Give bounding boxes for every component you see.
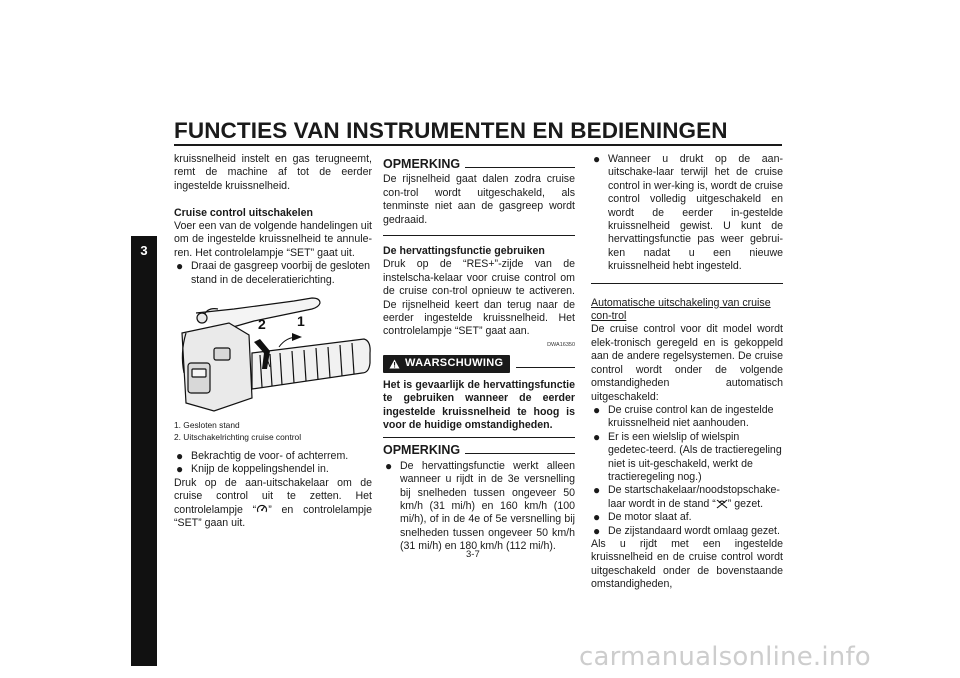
divider [383,235,575,236]
callout-2: 2 [258,316,266,333]
list-item: ● Draai de gasgreep voorbij de gesloten stand in de deceleratierichting. [176,259,371,286]
handlebar-figure [174,293,372,416]
callout-1: 1 [297,313,305,330]
page-title: FUNCTIES VAN INSTRUMENTEN EN BEDIENINGEN [174,118,728,143]
list-item: ● Bekrachtig de voor- of achterrem. [176,449,349,464]
list-item: ● De motor slaat af. [593,510,692,525]
cruise-control-indicator-icon [256,504,268,515]
list-item: ● De zijstandaard wordt omlaag gezet. [593,523,780,538]
list-item: ● Knijp de koppelingshendel in. [176,462,329,477]
page-number: 3-7 [466,549,480,560]
column-middle [383,158,575,554]
section-heading-resume: De hervattingsfunctie gebruiken [383,245,545,258]
section-heading-cruise-off: Cruise control uitschakelen [174,206,313,219]
column-right [591,153,783,592]
column-left [174,153,372,530]
list-item: ● Er is een wielslip of wielspin gedetec-teerd. (Als de tractieregeling niet is uit-geschakeld, werkt de tractieregeling nog.) [593,429,782,483]
intro-paragraph: kruissnelheid instelt en gas terugneemt, remt de machine af tot de eerder ingestelde kruissnelheid. [174,153,372,192]
list-item: ● De hervattingsfunctie werkt alleen wanneer u rijdt in de 3e versnelling bij snelheden tussen ongeveer 50 km/h (31 mi/h) en 160 km/h (100 mi/h), of in de 4e of 5e versnelling bij snelheden tussen ongeveer 50 km/h (31 mi/h) en 180 km/h (112 mi/h). [385,458,575,553]
figure-caption-2: 2. Uitschakelrichting cruise control [174,431,302,442]
section-heading-auto-off: Automatische uitschakeling van cruise con-trol [591,296,771,323]
cruise-off-paragraph: Voer een van de volgende handelingen uit om de ingestelde kruissnelheid te annule-ren. Het controlelampje “SET” gaat uit. [174,220,372,259]
closing-paragraph: Als u rijdt met een ingestelde kruissnelheid en de cruise control wordt uitgeschakeld onder de bovenstaande omstandigheden, [591,537,783,591]
list-item: ● De cruise control kan de ingestelde kruissnelheid niet aanhouden. [593,402,774,430]
note-heading: OPMERKING [383,444,575,457]
list-item: ● De startschakelaar/noodstopschake-laar wordt in de stand “ ” gezet. [593,483,780,510]
watermark: carmanualsonline.info [579,642,871,672]
header-rule [174,144,782,146]
chapter-number: 3 [140,243,148,258]
warning-triangle-icon [389,359,400,369]
note-paragraph: De rijsnelheid gaat dalen zodra cruise con-trol wordt uitgeschakeld, als tenminste niet aan de gasgreep wordt gedraaid. [383,173,575,226]
resume-paragraph: Druk op de “RES+”-zijde van de instelscha-kelaar voor cruise control om de cruise con-trol opnieuw te activeren. De rijsnelheid keert dan terug naar de eerder ingestelde kruissnelheid. Het controlelampje “SET” gaat aan. [383,258,575,338]
note-heading: OPMERKING [383,158,575,171]
final-paragraph: Druk op de aan-uitschakelaar om de cruise control uit te zetten. Het controlelampje “ ” en controlelampje “SET” gaan uit. [174,476,372,530]
list-item: ● Wanneer u drukt op de aan-uitschake-laar terwijl het de cruise control in wer-king is, wordt de cruise control volledig uitgeschakeld en wordt de eerder in-gestelde kruissnelheid gewist. U kunt de hervattingsfunctie pas weer gebrui-ken nadat u een nieuwe kruissnelheid hebt ingesteld. [593,152,783,273]
warning-paragraph: Het is gevaarlijk de hervattingsfunctie te gebruiken wanneer de eerder ingestelde kruissnelheid te hoog is voor de huidige omstandigheden. [383,378,575,431]
chapter-tab [131,236,157,666]
warning-code: DWA16350 [547,341,575,348]
figure-caption-1: 1. Gesloten stand [174,420,240,431]
engine-stop-icon [716,499,728,509]
warning-heading: WAARSCHUWING [383,355,575,372]
auto-off-paragraph: De cruise control voor dit model wordt elek-tronisch geregeld en is gekoppeld aan de andere regelsystemen. De cruise control wordt onder de volgende omstandigheden automatisch uitgeschakeld: [591,323,783,403]
divider [383,437,575,438]
handlebar-switch-illustration [174,293,372,416]
divider [591,283,783,284]
